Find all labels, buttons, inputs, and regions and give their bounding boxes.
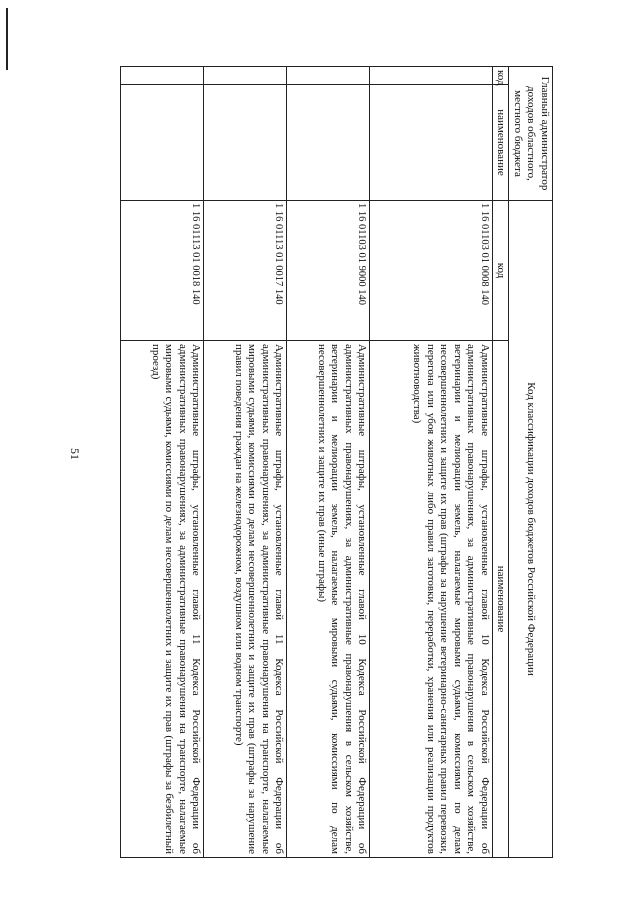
table-row <box>287 67 370 858</box>
rotated-table-wrapper <box>120 66 553 858</box>
row-admin-code <box>287 67 370 85</box>
margin-line <box>6 8 8 70</box>
row-class-name: Административные штрафы, установленные главой 11 Кодекса Российской Федерации об административных правонарушениях, за административные правонарушения на транспорте, налагаемые мировыми судьями, комиссиями по делам несовершеннолетних и защите их прав (штрафы за безбилетный проезд) <box>121 341 204 858</box>
row-admin-name <box>370 85 493 201</box>
admin-code-header: код <box>493 67 510 85</box>
row-admin-code <box>204 67 287 85</box>
row-admin-code <box>370 67 493 85</box>
row-admin-name <box>204 85 287 201</box>
class-name-header: наименование <box>493 341 510 858</box>
classification-group-header: Код классификации доходов бюджетов Российской Федерации <box>509 201 553 858</box>
row-class-name: Административные штрафы, установленные главой 10 Кодекса Российской Федерации об административных правонарушениях, за административные правонарушения в сельском хозяйстве, ветеринарии и мелиорации земель, налагаемые мировыми судьями, комиссиями по делам несовершеннолетних и защите их прав (штрафы за нарушение ветеринарно-санитарных правил перевозки, перегона или убоя животных либо правил заготовки, переработки, хранения или реализации продуктов животноводства) <box>370 341 493 858</box>
revenue-classification-table <box>120 66 553 858</box>
class-code-header: код <box>493 201 510 341</box>
row-admin-name <box>287 85 370 201</box>
table-row <box>204 67 287 858</box>
row-class-code: 1 16 01113 01 0017 140 <box>204 201 287 341</box>
row-admin-name <box>121 85 204 201</box>
row-class-code: 1 16 01103 01 9000 140 <box>287 201 370 341</box>
table-row <box>370 67 493 858</box>
row-class-name: Административные штрафы, установленные главой 10 Кодекса Российской Федерации об административных правонарушениях, за административные правонарушения в сельском хозяйстве, ветеринарии и мелиорации земель, налагаемые мировыми судьями, комиссиями по делам несовершеннолетних и защите их прав (иные штрафы) <box>287 341 370 858</box>
page-number: 51 <box>68 448 82 460</box>
row-class-code: 1 16 01113 01 0018 140 <box>121 201 204 341</box>
admin-group-header: Главный администратор доходов областного, местного бюджета <box>509 67 553 201</box>
row-class-name: Административные штрафы, установленные главой 11 Кодекса Российской Федерации об административных правонарушениях, за административные правонарушения на транспорте, налагаемые мировыми судьями, комиссиями по делам несовершеннолетних и защите их прав (штрафы за нарушение правил поведения граждан на железнодорожном, воздушном или водном транспорте) <box>204 341 287 858</box>
admin-name-header: наименование <box>493 85 510 201</box>
table-row <box>121 67 204 858</box>
row-admin-code <box>121 67 204 85</box>
row-class-code: 1 16 01103 01 0008 140 <box>370 201 493 341</box>
